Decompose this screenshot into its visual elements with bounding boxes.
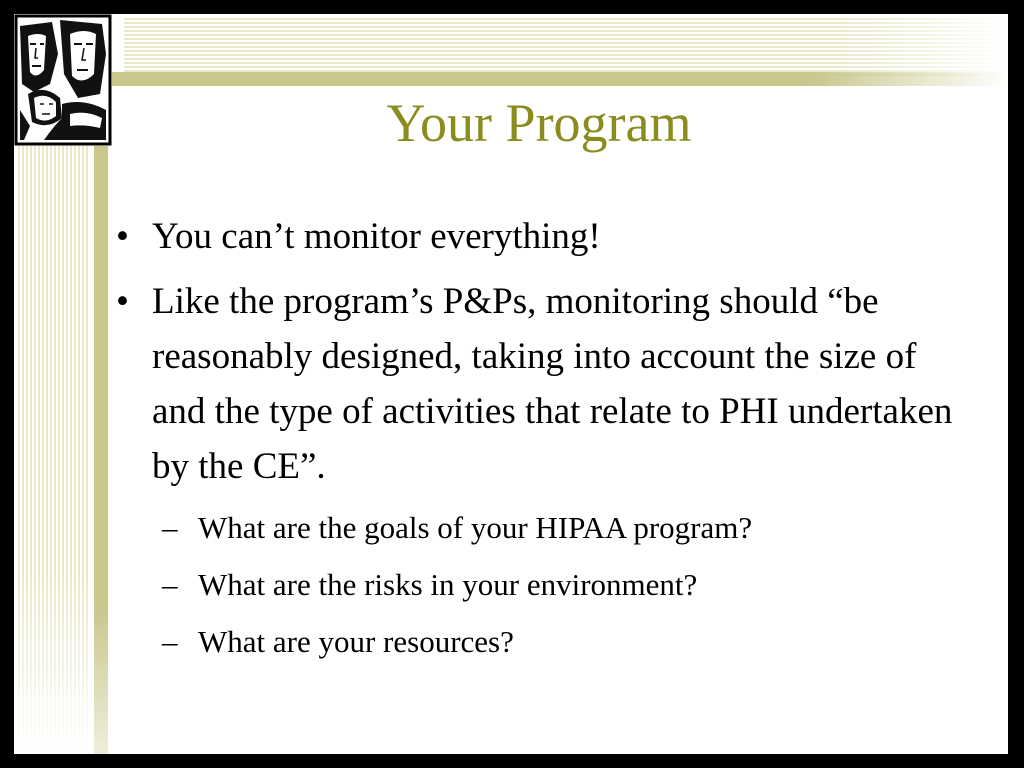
top-accent-bar <box>14 72 1008 86</box>
left-stripe-band <box>18 144 90 754</box>
bullet-item <box>110 274 970 494</box>
top-stripe-band <box>124 18 1008 76</box>
bullet-text: You can’t monitor everything! <box>152 216 601 257</box>
sub-bullet-marker: – <box>162 510 178 545</box>
slide-body <box>110 209 970 675</box>
sub-bullet-item <box>110 618 970 666</box>
bullet-text: Like the program’s P&Ps, monitoring should “be reasonably designed, taking into account the size of and the type of activities that relate to PHI undertaken by the CE”. <box>152 281 953 487</box>
bullet-marker: • <box>116 216 129 257</box>
slide <box>14 14 1008 754</box>
sub-bullet-text: What are the risks in your environment? <box>198 567 698 602</box>
sub-bullet-marker: – <box>162 567 178 602</box>
sub-bullet-text: What are the goals of your HIPAA program? <box>198 510 753 545</box>
sub-bullet-item <box>110 504 970 552</box>
sub-bullet-marker: – <box>162 624 178 659</box>
sub-bullet-text: What are your resources? <box>198 624 514 659</box>
bullet-marker: • <box>116 281 129 322</box>
bullet-item <box>110 209 970 264</box>
slide-title: Your Program <box>386 93 692 153</box>
sub-bullet-item <box>110 561 970 609</box>
